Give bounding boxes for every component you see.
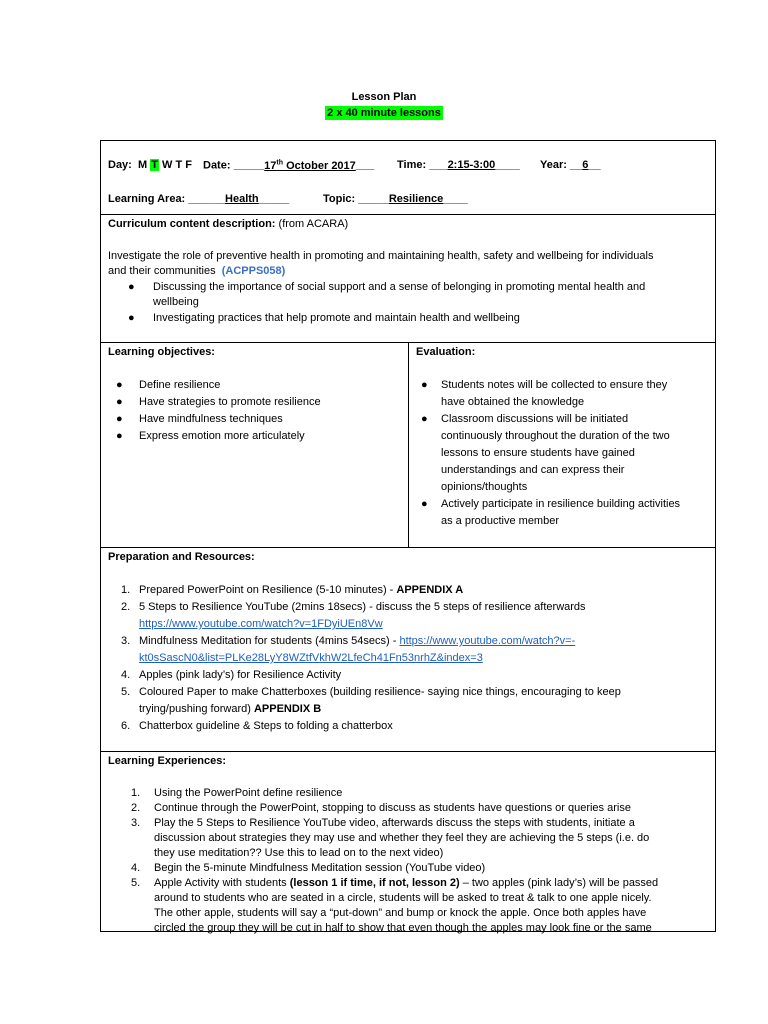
document-header	[0, 90, 768, 121]
date-field: Date: _____17th October 2017___	[203, 159, 375, 172]
curriculum-bullet-1: ●	[128, 281, 135, 293]
evaluation-heading: Evaluation:	[416, 346, 476, 358]
experience-item-cont: around to students who are seated in a circle, students will be asked to treat & talk to one apple nicely.	[154, 892, 652, 904]
evaluation-item-line: Students notes will be collected to ensure they	[441, 379, 668, 391]
objective-item: Have mindfulness techniques	[139, 413, 283, 425]
evaluation-item-line: opinions/thoughts	[441, 481, 528, 493]
day-field: Day: M T W T F	[108, 159, 192, 171]
evaluation-item-line: have obtained the knowledge	[441, 396, 585, 408]
lesson-plan-table	[100, 140, 716, 932]
curriculum-bullet-2: ●	[128, 312, 135, 324]
evaluation-item-line: understandings and can express their	[441, 464, 625, 476]
experiences-row: Learning Experiences: 1. Using the PowerPoint define resilience 2. Continue through the PowerPoint, stopping to discuss as students have questions or queries arise 3. Play the 5 Steps to Resilience YouTube video, afterwards discuss the steps with students, initiate a discussion about strategies they may use and whether they feel they are achieving the 5 steps (i.e. do they use meditation?? Use this to lead on to the next video) 4. Begin the 5-minute Mindfulness Meditation session (YouTube video) 5. Apple Activity with students (lesson 1 if time, if not, lesson 2) – two apples (pink lady’s) will be passed around to students who are seated in a circle, students will be asked to treat & talk to one apple nicely. The other apple, students will say a “put-down” and bump or knock the apple. Once both apples have circled the group they will be cut in half to show that even though the apples may look fine or the same	[101, 751, 715, 931]
curriculum-code: (ACPPS058)	[221, 265, 286, 277]
topic-field: Topic: _____Resilience____	[323, 193, 468, 205]
curriculum-bullet-1-text: Discussing the importance of social support and a sense of belonging in promoting mental health and	[153, 281, 646, 293]
curriculum-heading: Curriculum content description: (from ACARA)	[108, 218, 349, 230]
year-field: Year: __6__	[540, 159, 601, 171]
experience-item-cont: The other apple, students will say a “put-down” and bump or knock the apple. Once both apples have	[154, 907, 647, 919]
resource-item: Coloured Paper to make Chatterboxes (building resilience- saying nice things, encouraging to keep	[139, 686, 621, 698]
column-divider	[408, 343, 409, 547]
resource-item: Chatterbox guideline & Steps to folding a chatterbox	[139, 720, 393, 732]
evaluation-item-line: as a productive member	[441, 515, 559, 527]
resources-heading: Preparation and Resources:	[108, 551, 255, 563]
experience-item: Play the 5 Steps to Resilience YouTube video, afterwards discuss the steps with students, initiate a	[154, 817, 635, 829]
learning-area-field: Learning Area: ______Health_____	[108, 193, 290, 205]
objective-item: Express emotion more articulately	[139, 430, 305, 442]
objectives-heading: Learning objectives:	[108, 346, 215, 358]
resource-item: 5 Steps to Resilience YouTube (2mins 18secs) - discuss the 5 steps of resilience afterwards	[139, 601, 586, 613]
experience-item: Continue through the PowerPoint, stopping to discuss as students have questions or queries arise	[154, 802, 631, 814]
evaluation-item-line: lessons to ensure students have gained	[441, 447, 635, 459]
objective-item: Have strategies to promote resilience	[139, 396, 321, 408]
experience-item: Apple Activity with students (lesson 1 if time, if not, lesson 2) – two apples (pink lady’s) will be passed	[154, 877, 659, 889]
page-subtitle: 2 x 40 minute lessons	[327, 107, 441, 119]
page-title: Lesson Plan	[351, 91, 417, 103]
evaluation-item-line: Actively participate in resilience building activities	[441, 498, 681, 510]
experience-item-cont: they use meditation?? Use this to lead on to the next video)	[154, 847, 444, 859]
curriculum-bullet-1-cont: wellbeing	[153, 296, 199, 308]
evaluation-item-line: Classroom discussions will be initiated	[441, 413, 629, 425]
resources-row: Preparation and Resources: 1. Prepared PowerPoint on Resilience (5-10 minutes) - APPENDIX A 2. 5 Steps to Resilience YouTube (2mins 18secs) - discuss the 5 steps of resilience afterwards https://www.youtube.com/watch?v=1FDyiUEn8Vw 3. Mindfulness Meditation for students (4mins 54secs) - https://www.youtube.com/watch?v=- kt0sSascN0&list=PLKe28LyY8WZtfVkhW2LfeCh41Fn53nrhZ&index=3 4. Apples (pink lady’s) for Resilience Activity 5. Coloured Paper to make Chatterboxes (building resilience- saying nice things, encouraging to keep trying/pushing forward) APPENDIX B 6. Chatterbox guideline & Steps to folding a chatterbox	[101, 547, 715, 751]
objective-item: Define resilience	[139, 379, 221, 391]
resource-link-meditation-cont[interactable]: kt0sSascN0&list=PLKe28LyY8WZtfVkhW2LfeCh41Fn53nrhZ&index=3	[139, 652, 483, 664]
evaluation-item-line: continuously throughout the duration of the two	[441, 430, 670, 442]
experience-item: Begin the 5-minute Mindfulness Meditation session (YouTube video)	[154, 862, 486, 874]
details-row	[101, 141, 715, 214]
curriculum-line-2: and their communities (ACPPS058)	[108, 265, 286, 277]
experience-item-cont: circled the group they will be cut in half to show that even though the apples may look fine or the same	[154, 922, 652, 934]
curriculum-line-1: Investigate the role of preventive health in promoting and maintaining health, safety and wellbeing for individuals	[108, 250, 654, 262]
resource-item: Apples (pink lady’s) for Resilience Activity	[139, 669, 342, 681]
curriculum-bullet-2-text: Investigating practices that help promote and maintain health and wellbeing	[153, 312, 520, 324]
day-highlight: T	[151, 159, 158, 171]
curriculum-row	[101, 214, 715, 342]
experience-item: Using the PowerPoint define resilience	[154, 787, 343, 799]
resource-item: Prepared PowerPoint on Resilience (5-10 minutes) - APPENDIX A	[139, 584, 464, 596]
resource-item: Mindfulness Meditation for students (4mins 54secs) - https://www.youtube.com/watch?v=-	[139, 635, 576, 647]
time-field: Time: ___2:15-3:00____	[397, 159, 520, 171]
experiences-heading: Learning Experiences:	[108, 755, 226, 767]
resource-link-meditation[interactable]: https://www.youtube.com/watch?v=-	[399, 635, 576, 647]
experience-item-cont: discussion about strategies they may use and whether they feel they are achieving the 5 steps (i.e. do	[154, 832, 650, 844]
resource-link-youtube[interactable]: https://www.youtube.com/watch?v=1FDyiUEn8Vw	[139, 618, 383, 630]
objectives-evaluation-row: Learning objectives: Evaluation: ● Define resilience ● Have strategies to promote resilience ● Have mindfulness techniques ● Express emotion more articulately ● Students notes will be collected to ensure they have obtained the knowledge ● Classroom discussions will be initiated continuously throughout the duration of the two lessons to ensure students have gained understandings and can express their opinions/thoughts ● Actively participate in resilience building activities as a productive member	[101, 342, 715, 547]
resource-item-cont: trying/pushing forward) APPENDIX B	[139, 703, 322, 715]
